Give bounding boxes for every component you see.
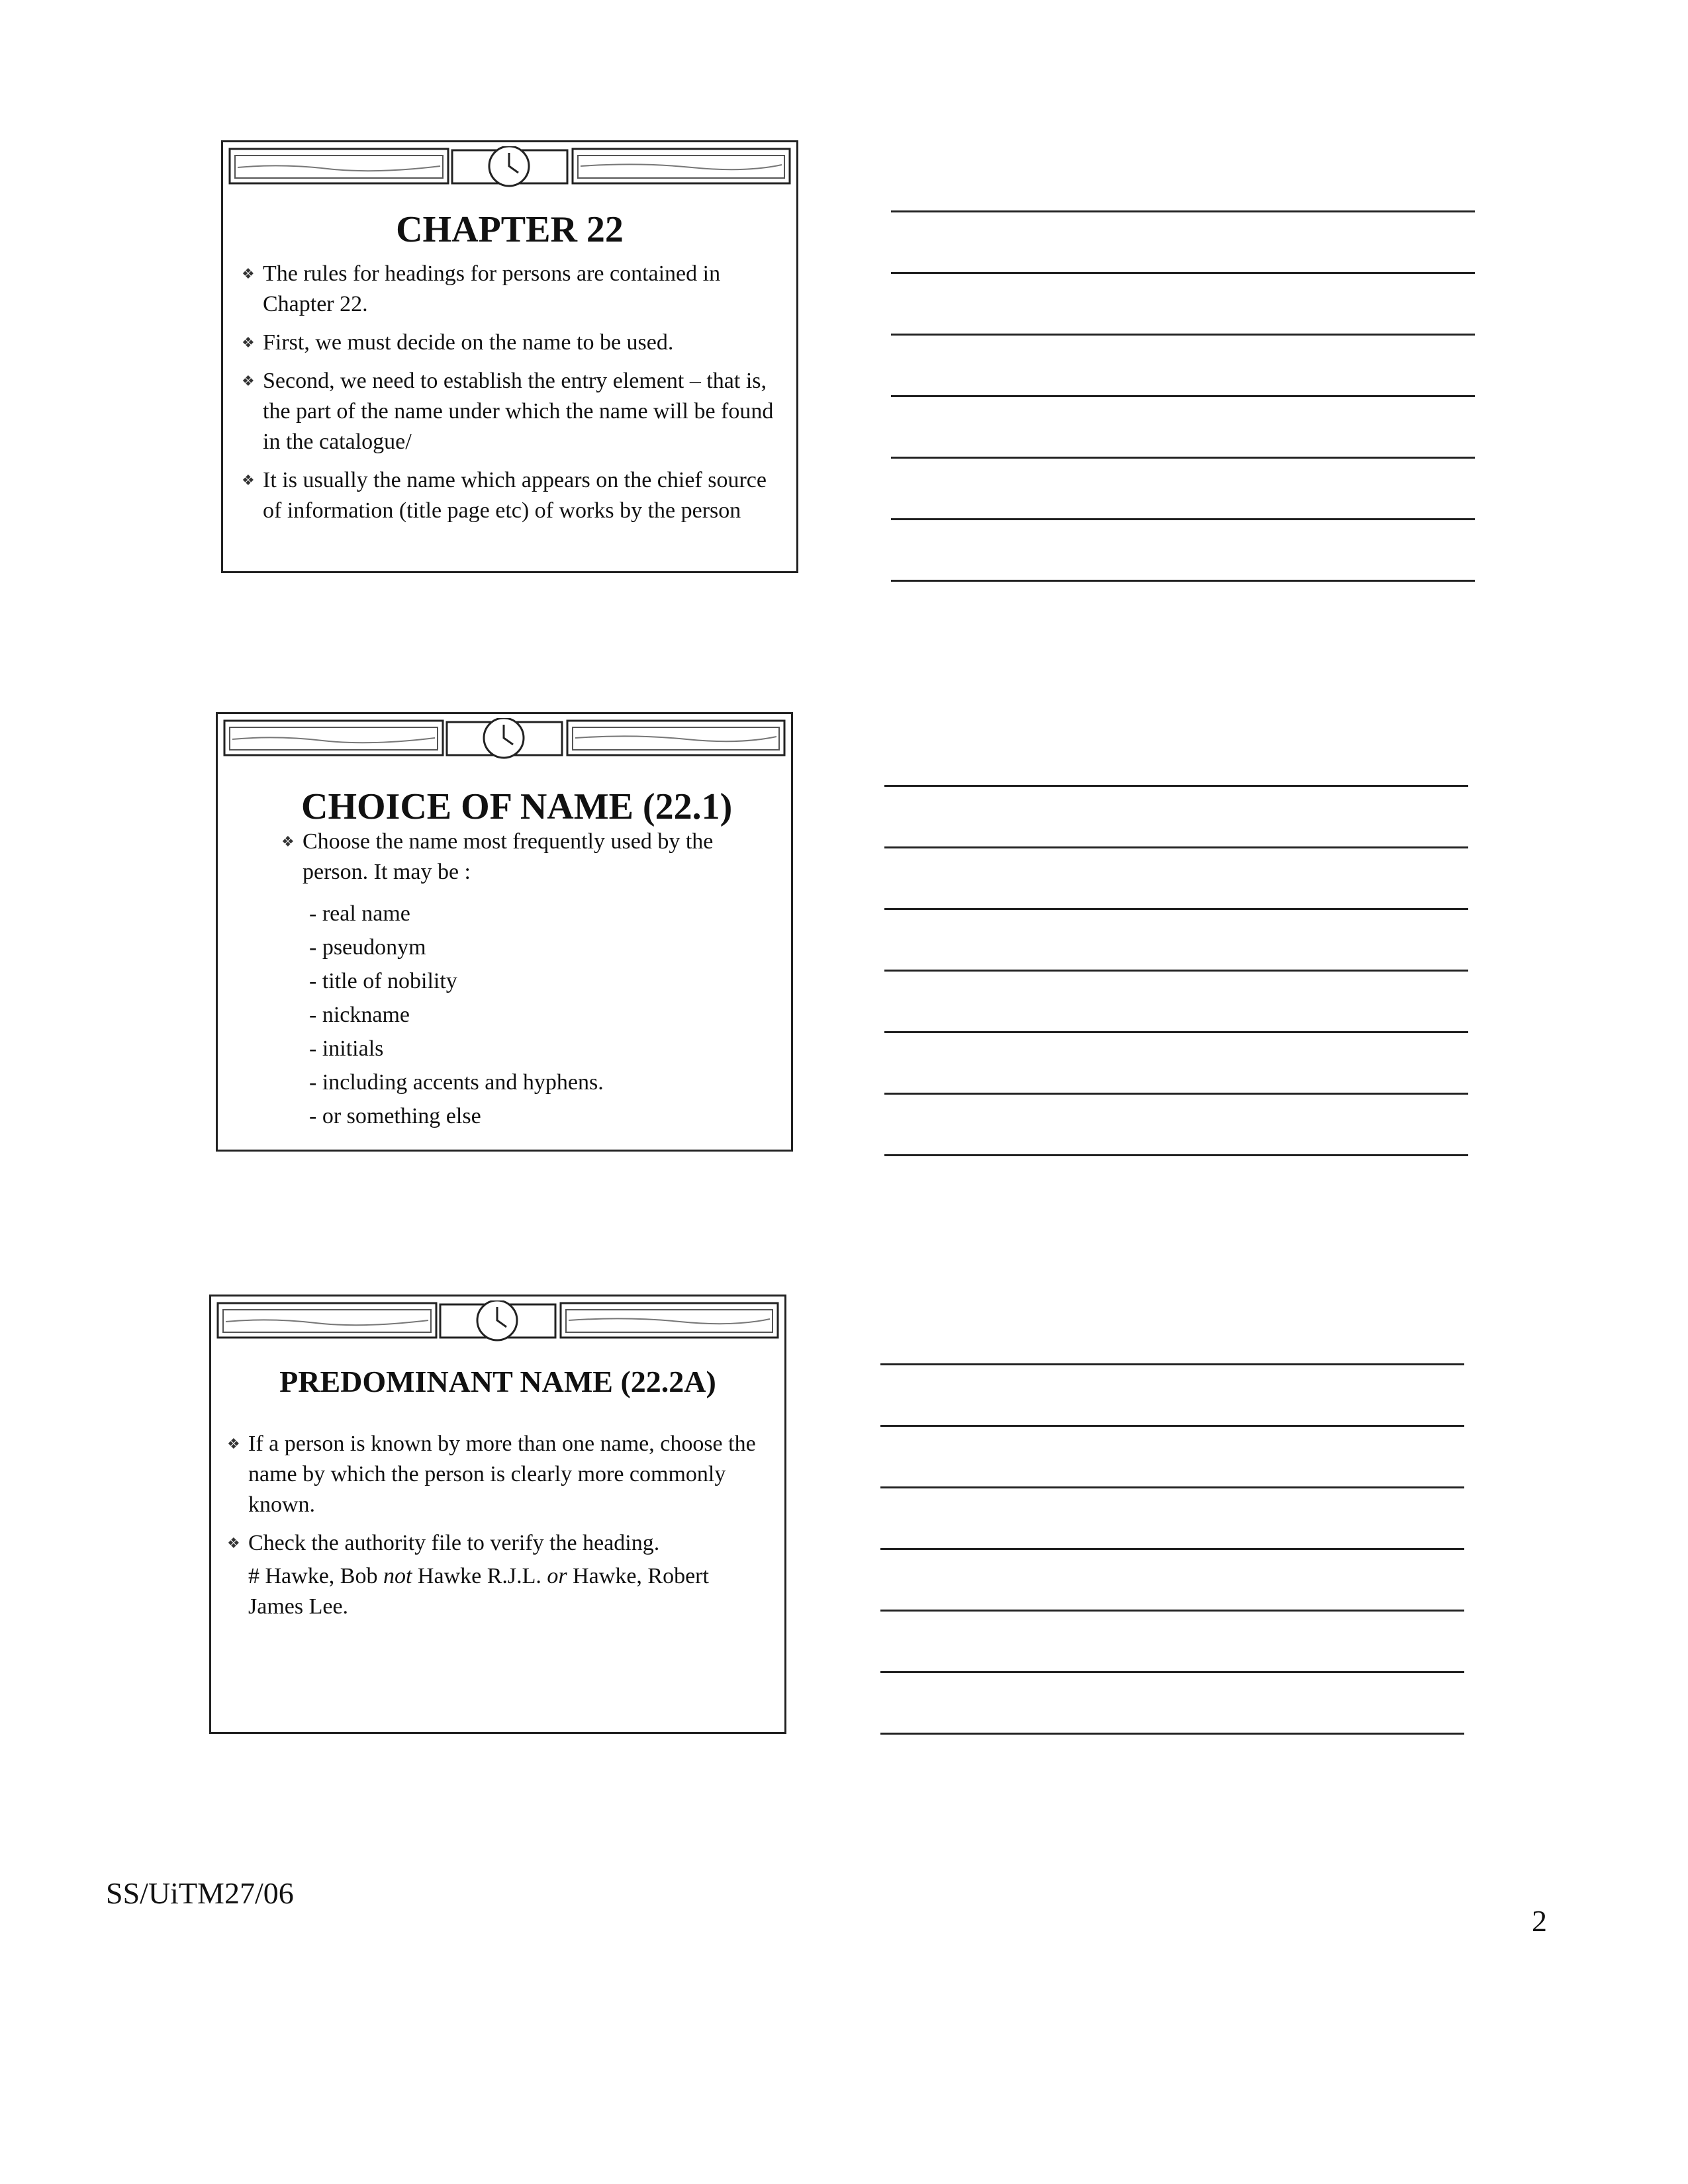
bullet-item: [227, 1429, 769, 1520]
diamond-bullet-icon: ❖: [242, 373, 255, 389]
note-line: [891, 210, 1475, 212]
name-options-list: [309, 897, 775, 1133]
list-item: - real name: [309, 901, 410, 926]
bullet-text: The rules for headings for persons are contained in Chapter 22.: [263, 261, 721, 316]
bullet-list: [242, 259, 780, 534]
note-line: [884, 1154, 1468, 1156]
note-line: [891, 518, 1475, 520]
list-item: - including accents and hyphens.: [309, 1070, 604, 1095]
bullet-item: [242, 328, 780, 358]
slide-chapter-22: [221, 140, 798, 573]
bullet-list: [227, 1429, 769, 1567]
note-line: [880, 1548, 1464, 1550]
diamond-bullet-icon: ❖: [227, 1535, 240, 1551]
note-line: [884, 970, 1468, 972]
note-lines: [880, 1363, 1464, 1794]
list-item: - initials: [309, 1036, 384, 1061]
note-line: [884, 785, 1468, 787]
bullet-item: [242, 366, 780, 457]
list-item: - title of nobility: [309, 969, 457, 993]
bullet-item: [242, 465, 780, 526]
list-item: - pseudonym: [309, 935, 426, 960]
bullet-list: [281, 827, 775, 1141]
example-or: or: [547, 1564, 567, 1588]
example-heading: [227, 1561, 769, 1622]
bullet-item: [227, 1528, 769, 1559]
note-line: [891, 457, 1475, 459]
note-line: [884, 846, 1468, 848]
slide-choice-of-name: [216, 712, 793, 1152]
bullet-item: [281, 827, 775, 1133]
note-line: [880, 1425, 1464, 1427]
example-suffix: Hawke, Robert James Lee.: [248, 1564, 709, 1619]
note-line: [891, 334, 1475, 336]
bullet-text: Check the authority file to verify the heading.: [248, 1531, 660, 1555]
note-line: [891, 272, 1475, 274]
example-prefix: # Hawke, Bob: [248, 1564, 383, 1588]
note-lines: [884, 785, 1468, 1216]
example-not: not: [383, 1564, 412, 1588]
diamond-bullet-icon: ❖: [242, 265, 255, 282]
bullet-item: [242, 259, 780, 320]
note-lines: [891, 210, 1475, 641]
bullet-text: If a person is known by more than one name, choose the name by which the person is clearly more commonly known.: [248, 1432, 756, 1517]
bullet-text: It is usually the name which appears on the chief source of information (title page etc) of works by the person: [263, 468, 767, 523]
list-item: - or something else: [309, 1104, 481, 1128]
note-line: [880, 1486, 1464, 1488]
note-line: [884, 908, 1468, 910]
diamond-bullet-icon: ❖: [242, 334, 255, 351]
bullet-text: Second, we need to establish the entry element – that is, the part of the name under which the name will be found in the catalogue/: [263, 369, 774, 454]
note-line: [891, 580, 1475, 582]
note-line: [880, 1671, 1464, 1673]
bullet-text: First, we must decide on the name to be used.: [263, 330, 674, 355]
note-line: [880, 1610, 1464, 1612]
diamond-bullet-icon: ❖: [242, 472, 255, 488]
note-line: [891, 395, 1475, 397]
diamond-bullet-icon: ❖: [227, 1435, 240, 1452]
example-middle: Hawke R.J.L.: [412, 1564, 547, 1588]
slide-header-decoration: [216, 1300, 780, 1343]
note-line: [884, 1031, 1468, 1033]
note-line: [880, 1363, 1464, 1365]
page-number: 2: [1532, 1904, 1547, 1938]
slide-predominant-name: [209, 1295, 786, 1734]
bullet-text: Choose the name most frequently used by the person. It may be :: [303, 829, 714, 884]
slide-header-decoration: [223, 718, 787, 760]
list-item: - nickname: [309, 1003, 410, 1027]
diamond-bullet-icon: ❖: [281, 833, 295, 850]
note-line: [880, 1733, 1464, 1735]
slide-title: CHAPTER 22: [396, 209, 624, 250]
note-line: [884, 1093, 1468, 1095]
slide-title: CHOICE OF NAME (22.1): [301, 786, 733, 827]
slide-title: PREDOMINANT NAME (22.2A): [279, 1365, 716, 1398]
document-code: SS/UiTM27/06: [106, 1876, 294, 1910]
slide-header-decoration: [228, 146, 792, 189]
